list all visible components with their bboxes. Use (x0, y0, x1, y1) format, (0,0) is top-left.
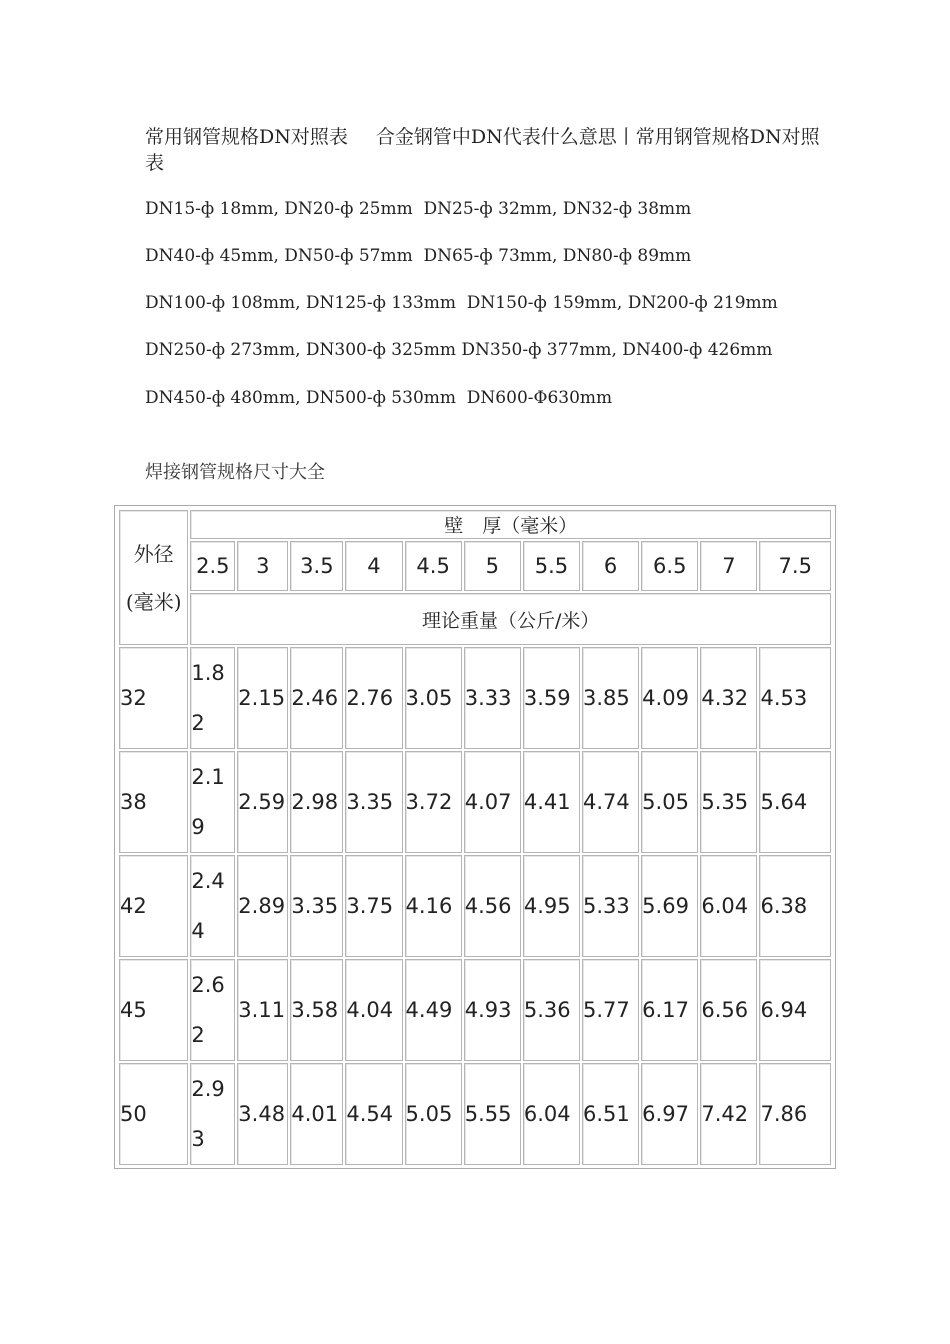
weight-cell: 3.05 (405, 647, 462, 749)
dn-line-5: DN450-ф 480mm, DN500-ф 530mm DN600-Φ630mm (145, 388, 613, 408)
weight-cell: 4.56 (464, 855, 521, 957)
wall-thickness-cell: 7.5 (759, 541, 831, 591)
page-title (145, 124, 825, 176)
weight-cell: 6.94 (759, 959, 831, 1061)
table-row (119, 647, 831, 749)
wall-thickness-cell: 3 (237, 541, 288, 591)
wall-thickness-cell: 4 (345, 541, 402, 591)
weight-cell: 5.64 (759, 751, 831, 853)
weight-cell: 4.93 (464, 959, 521, 1061)
weight-cell: 2.62 (190, 959, 235, 1061)
table-row (119, 751, 831, 853)
wall-thickness-cell: 6.5 (641, 541, 698, 591)
weight-cell: 4.49 (405, 959, 462, 1061)
weight-cell: 4.32 (700, 647, 757, 749)
weight-cell: 2.59 (237, 751, 288, 853)
od-header-line-2: (毫米) (125, 589, 182, 614)
weight-cell: 5.77 (582, 959, 639, 1061)
weight-cell: 2.15 (237, 647, 288, 749)
od-header-line-1: 外径 (133, 541, 174, 566)
weight-cell: 4.16 (405, 855, 462, 957)
weight-cell: 2.89 (237, 855, 288, 957)
weight-cell: 3.59 (523, 647, 580, 749)
dn-line-4: DN250-ф 273mm, DN300-ф 325mm DN350-ф 377mm, DN400-ф 426mm (145, 340, 773, 360)
title-part-2: 合金钢管中DN代表什么意思丨常用钢管规格DN对照表 (145, 126, 820, 174)
table-body (119, 647, 831, 1165)
weight-cell: 2.76 (345, 647, 402, 749)
weight-cell: 3.35 (290, 855, 343, 957)
weight-cell: 2.98 (290, 751, 343, 853)
dn-line-3: DN100-ф 108mm, DN125-ф 133mm DN150-ф 159mm, DN200-ф 219mm (145, 293, 778, 313)
weight-cell: 6.97 (641, 1063, 698, 1165)
weight-cell: 6.38 (759, 855, 831, 957)
weight-cell: 4.74 (582, 751, 639, 853)
weight-cell: 6.04 (523, 1063, 580, 1165)
weight-cell: 4.04 (345, 959, 402, 1061)
weight-cell: 4.09 (641, 647, 698, 749)
outer-diameter-cell: 45 (119, 959, 188, 1061)
outer-diameter-cell: 50 (119, 1063, 188, 1165)
wall-thickness-cell: 4.5 (405, 541, 462, 591)
wall-thickness-cell: 3.5 (290, 541, 343, 591)
wall-thickness-header: 壁 厚（毫米） (190, 510, 831, 539)
outer-diameter-cell: 32 (119, 647, 188, 749)
weight-cell: 3.58 (290, 959, 343, 1061)
weight-cell: 4.41 (523, 751, 580, 853)
wall-thickness-cell: 6 (582, 541, 639, 591)
wall-thickness-cell: 5.5 (523, 541, 580, 591)
table-row (119, 855, 831, 957)
weight-cell: 5.05 (405, 1063, 462, 1165)
weight-cell: 3.72 (405, 751, 462, 853)
weight-cell: 4.53 (759, 647, 831, 749)
weight-cell: 3.33 (464, 647, 521, 749)
weight-cell: 7.42 (700, 1063, 757, 1165)
weight-cell: 5.33 (582, 855, 639, 957)
weight-cell: 5.69 (641, 855, 698, 957)
title-part-1: 常用钢管规格DN对照表 (145, 126, 348, 148)
theoretical-weight-header: 理论重量（公斤/米） (190, 593, 831, 645)
wall-thickness-cell: 7 (700, 541, 757, 591)
header-row-unit (119, 593, 831, 645)
weight-cell: 2.46 (290, 647, 343, 749)
weight-cell: 7.86 (759, 1063, 831, 1165)
weight-cell: 6.04 (700, 855, 757, 957)
weight-cell: 6.51 (582, 1063, 639, 1165)
pipe-spec-table-frame (114, 505, 836, 1169)
weight-cell: 5.55 (464, 1063, 521, 1165)
weight-cell: 3.85 (582, 647, 639, 749)
weight-cell: 6.56 (700, 959, 757, 1061)
section-title: 焊接钢管规格尺寸大全 (145, 462, 325, 483)
weight-cell: 4.01 (290, 1063, 343, 1165)
outer-diameter-header (119, 510, 188, 645)
weight-cell: 5.35 (700, 751, 757, 853)
table-row (119, 959, 831, 1061)
pipe-spec-table (117, 508, 833, 1167)
weight-cell: 1.82 (190, 647, 235, 749)
weight-cell: 3.48 (237, 1063, 288, 1165)
dn-line-2: DN40-ф 45mm, DN50-ф 57mm DN65-ф 73mm, DN80-ф 89mm (145, 246, 692, 266)
outer-diameter-cell: 38 (119, 751, 188, 853)
weight-cell: 3.11 (237, 959, 288, 1061)
weight-cell: 6.17 (641, 959, 698, 1061)
weight-cell: 3.75 (345, 855, 402, 957)
weight-cell: 4.54 (345, 1063, 402, 1165)
weight-cell: 5.36 (523, 959, 580, 1061)
header-row-wall (119, 510, 831, 539)
outer-diameter-cell: 42 (119, 855, 188, 957)
dn-line-1: DN15-ф 18mm, DN20-ф 25mm DN25-ф 32mm, DN32-ф 38mm (145, 199, 692, 219)
table-row (119, 1063, 831, 1165)
weight-cell: 4.07 (464, 751, 521, 853)
weight-cell: 2.93 (190, 1063, 235, 1165)
weight-cell: 5.05 (641, 751, 698, 853)
weight-cell: 2.44 (190, 855, 235, 957)
weight-cell: 3.35 (345, 751, 402, 853)
wall-thickness-cell: 5 (464, 541, 521, 591)
weight-cell: 2.19 (190, 751, 235, 853)
header-row-thickness (119, 541, 831, 591)
wall-thickness-cell: 2.5 (190, 541, 235, 591)
weight-cell: 4.95 (523, 855, 580, 957)
